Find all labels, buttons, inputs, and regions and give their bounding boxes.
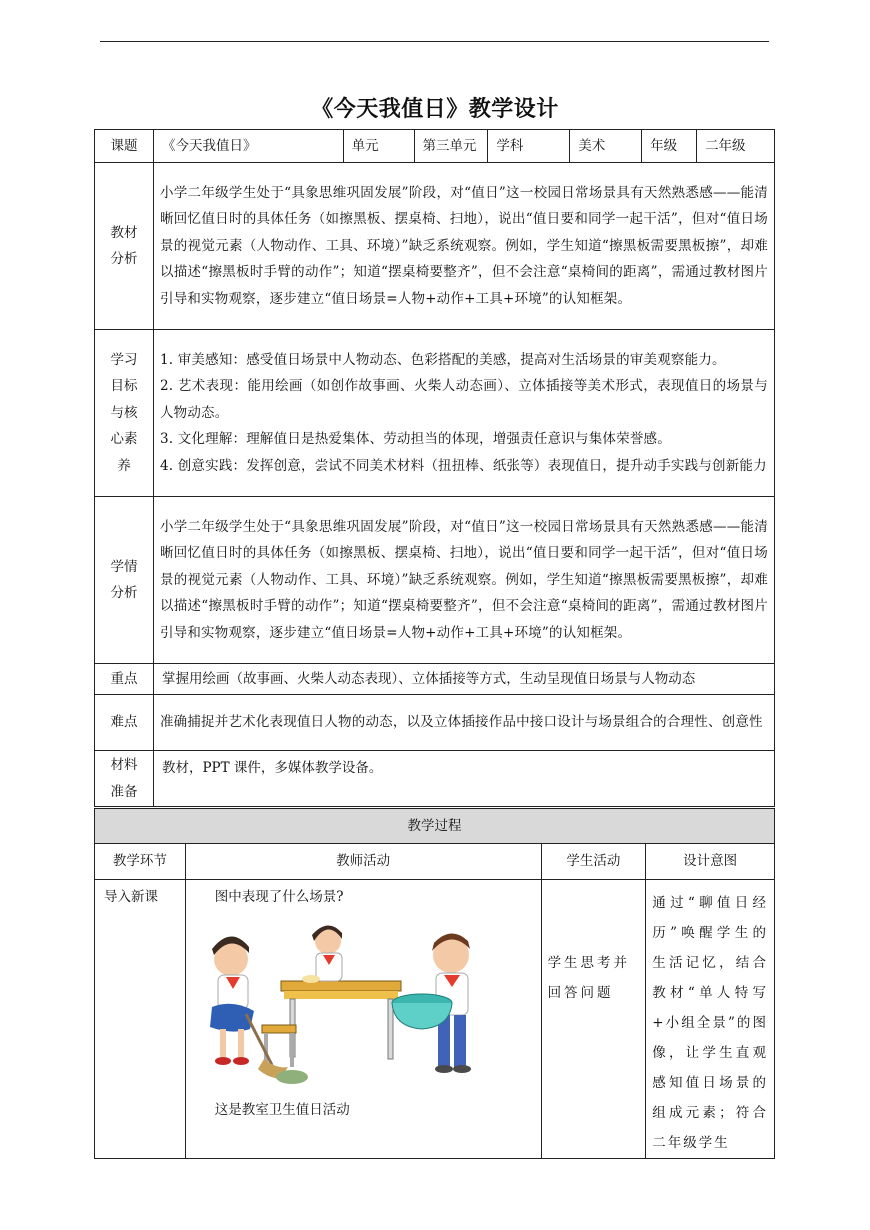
- process-title: 教学过程: [95, 809, 775, 844]
- difficulty-text: 准确捕捉并艺术化表现值日人物的动态，以及立体插接作品中接口设计与场景组合的合理性、创意性: [153, 695, 774, 751]
- difficulty-row: [95, 695, 775, 751]
- textbook-analysis-row: [95, 163, 775, 330]
- goal-item: 4. 创意实践：发挥创意，尝试不同美术材料（扭扭棒、纸张等）表现值日，提升动手实践与创新能力: [159, 457, 767, 474]
- key-point-row: [95, 664, 775, 695]
- duty-illustration: [206, 919, 496, 1099]
- topic-label: 课题: [95, 130, 154, 163]
- lesson-info-table: [94, 129, 775, 807]
- stage-intro: 导入新课: [95, 880, 186, 1159]
- teacher-caption: 这是教室卫生值日活动: [214, 1101, 350, 1118]
- teaching-process-table: [94, 808, 775, 1159]
- key-point-label: 重点: [95, 664, 154, 695]
- grade-label: 年级: [642, 130, 697, 163]
- info-row: [95, 130, 775, 163]
- header-rule: [100, 41, 769, 42]
- teacher-activity-cell: [185, 880, 541, 1159]
- student-activity: 学生思考并回答问题: [541, 880, 646, 1159]
- textbook-analysis-label: 教材分析: [95, 163, 154, 330]
- header-stage: 教学环节: [95, 844, 186, 880]
- learner-analysis-label: 学情分析: [95, 497, 154, 664]
- subject-label: 学科: [488, 130, 570, 163]
- design-intent: 通过“聊值日经历”唤醒学生的生活记忆，结合教材“单人特写+小组全景”的图像，让学生直观感知值日场景的组成元素；符合二年级学生: [646, 880, 775, 1159]
- difficulty-label: 难点: [95, 695, 154, 751]
- process-header-row: [95, 844, 775, 880]
- key-point-text: 掌握用绘画（故事画、火柴人动态表现）、立体插接等方式，生动呈现值日场景与人物动态: [153, 664, 774, 695]
- unit-label: 单元: [343, 130, 414, 163]
- header-design-intent: 设计意图: [646, 844, 775, 880]
- learner-analysis-text: 小学二年级学生处于“具象思维巩固发展”阶段，对“值日”这一校园日常场景具有天然熟悉感——能清晰回忆值日时的具体任务（如擦黑板、摆桌椅、扫地），说出“值日要和同学一起干活”，但对“值日场景的视觉元素（人物动作、工具、环境）”缺乏系统观察。例如，学生知道“擦黑板需要黑板擦”，却难以描述“擦黑板时手臂的动作”；知道“摆桌椅要整齐”，但不会注意“桌椅间的距离”，需通过教材图片引导和实物观察，逐步建立“值日场景=人物+动作+工具+环境”的认知框架。: [153, 497, 774, 664]
- header-teacher-activity: 教师活动: [185, 844, 541, 880]
- process-row-intro: [95, 880, 775, 1159]
- grade-value: 二年级: [697, 130, 775, 163]
- learning-goals-row: [95, 330, 775, 497]
- learner-analysis-row: [95, 497, 775, 664]
- learning-goals-list: [153, 330, 774, 497]
- materials-row: [95, 751, 775, 807]
- unit-value: 第三单元: [414, 130, 488, 163]
- materials-text: 教材，PPT 课件，多媒体教学设备。: [153, 751, 774, 807]
- goal-item: 1. 审美感知：感受值日场景中人物动态、色彩搭配的美感，提高对生活场景的审美观察能力。: [159, 351, 726, 368]
- teacher-question: 图中表现了什么场景?: [214, 889, 344, 905]
- learning-goals-label: 学习目标与核心素养: [95, 330, 154, 497]
- document-title: 《今天我值日》教学设计: [311, 97, 559, 122]
- materials-label: 材料准备: [95, 751, 154, 807]
- process-title-row: [95, 809, 775, 844]
- goal-item: 2. 艺术表现：能用绘画（如创作故事画、火柴人动态画）、立体插接等美术形式，表现值日的场景与人物动态。: [159, 378, 768, 421]
- students-cleaning-image: [206, 919, 496, 1099]
- header-student-activity: 学生活动: [541, 844, 646, 880]
- topic-value: 《今天我值日》: [153, 130, 343, 163]
- subject-value: 美术: [570, 130, 642, 163]
- goal-item: 3. 文化理解：理解值日是热爱集体、劳动担当的体现，增强责任意识与集体荣誉感。: [159, 431, 671, 448]
- textbook-analysis-text: 小学二年级学生处于“具象思维巩固发展”阶段，对“值日”这一校园日常场景具有天然熟悉感——能清晰回忆值日时的具体任务（如擦黑板、摆桌椅、扫地），说出“值日要和同学一起干活”，但对“值日场景的视觉元素（人物动作、工具、环境）”缺乏系统观察。例如，学生知道“擦黑板需要黑板擦”，却难以描述“擦黑板时手臂的动作”；知道“摆桌椅要整齐”，但不会注意“桌椅间的距离”，需通过教材图片引导和实物观察，逐步建立“值日场景=人物+动作+工具+环境”的认知框架。: [153, 163, 774, 330]
